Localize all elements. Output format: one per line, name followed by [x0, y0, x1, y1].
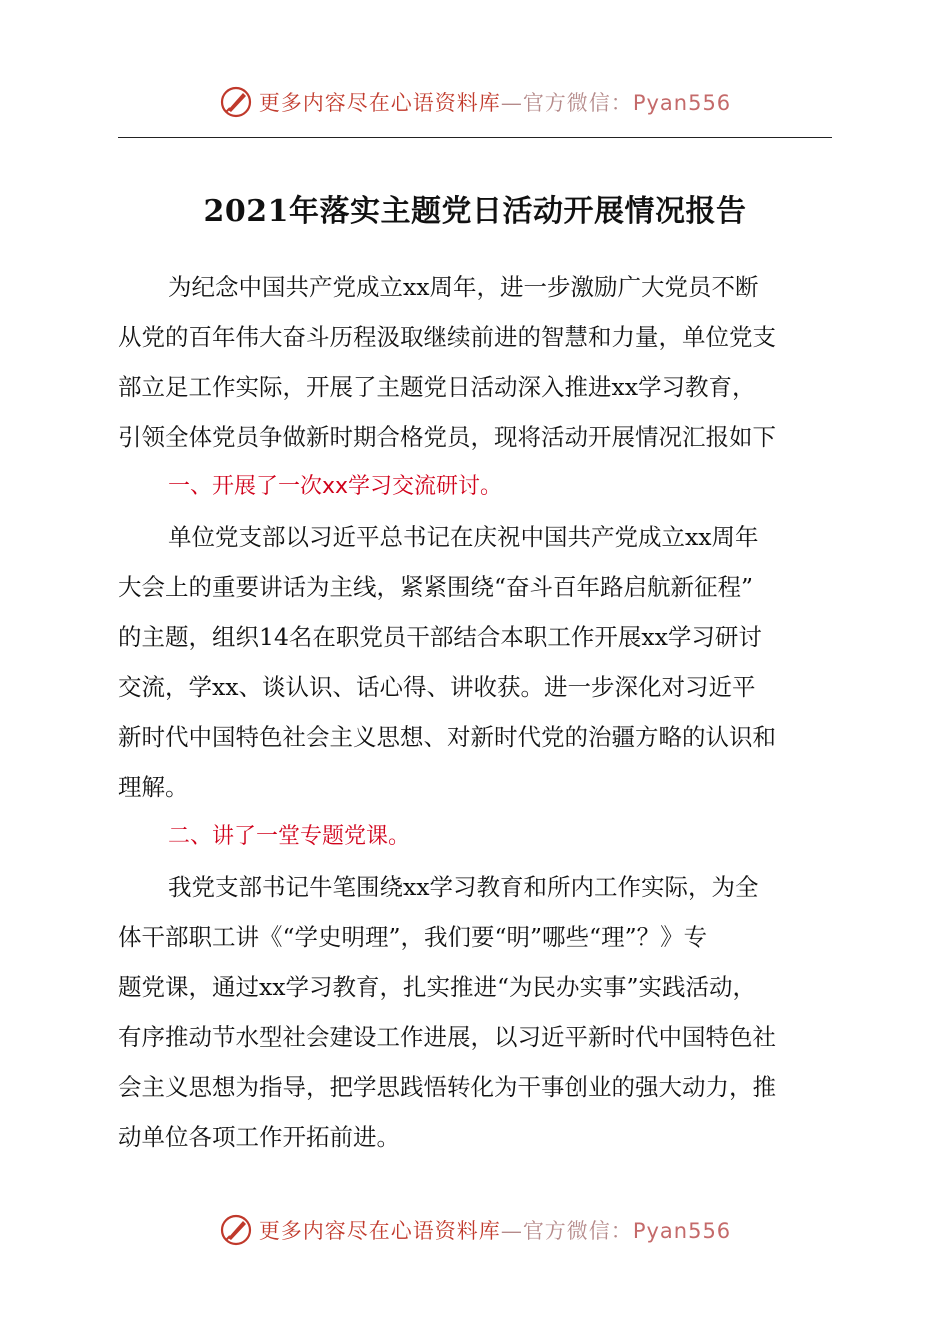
header-divider [118, 137, 832, 138]
intro-line: 部立足工作实际，开展了主题党日活动深入推进xx学习教育， [118, 373, 756, 401]
watermark-text: 更多内容尽在心语资料库—官方微信：Pyan556 [258, 91, 732, 115]
section1-line: 单位党支部以习近平总书记在庆祝中国共产党成立xx周年 [168, 523, 759, 551]
watermark-group [219, 85, 731, 119]
section2-line: 有序推动节水型社会建设工作进展，以习近平新时代中国特色社 [118, 1023, 776, 1051]
section1-line: 新时代中国特色社会主义思想、对新时代党的治疆方略的认识和 [118, 723, 776, 751]
quill-pen-icon [219, 85, 253, 119]
header-watermark [0, 82, 950, 122]
watermark-group [219, 1213, 731, 1247]
section2-line: 体干部职工讲《“学史明理”，我们要“明”哪些“理”？》专 [118, 923, 708, 951]
section1-line: 交流，学xx、谈认识、话心得、讲收获。进一步深化对习近平 [118, 673, 756, 701]
section1-line: 大会上的重要讲话为主线，紧紧围绕“奋斗百年路启航新征程” [118, 573, 754, 601]
section2-line: 我党支部书记牛笔围绕xx学习教育和所内工作实际，为全 [168, 873, 759, 901]
footer-watermark [0, 1210, 950, 1250]
section1-line: 理解。 [118, 773, 189, 801]
intro-line: 为纪念中国共产党成立xx周年，进一步激励广大党员不断 [168, 273, 759, 301]
section-heading-2: 二、讲了一堂专题党课。 [168, 824, 411, 849]
section1-line: 的主题，组织14名在职党员干部结合本职工作开展xx学习研讨 [118, 623, 762, 651]
intro-line: 从党的百年伟大奋斗历程汲取继续前进的智慧和力量，单位党支 [118, 323, 776, 351]
quill-pen-icon [219, 1213, 253, 1247]
section2-line: 动单位各项工作开拓前进。 [118, 1123, 400, 1151]
watermark-text: 更多内容尽在心语资料库—官方微信：Pyan556 [258, 1219, 732, 1243]
section-heading-1: 一、开展了一次xx学习交流研讨。 [168, 474, 503, 499]
document-title: 2021年落实主题党日活动开展情况报告 [203, 194, 747, 229]
section2-line: 会主义思想为指导，把学思践悟转化为干事创业的强大动力，推 [118, 1073, 776, 1101]
section2-line: 题党课，通过xx学习教育，扎实推进“为民办实事”实践活动， [118, 973, 757, 1001]
intro-line: 引领全体党员争做新时期合格党员，现将活动开展情况汇报如下 [118, 423, 776, 451]
